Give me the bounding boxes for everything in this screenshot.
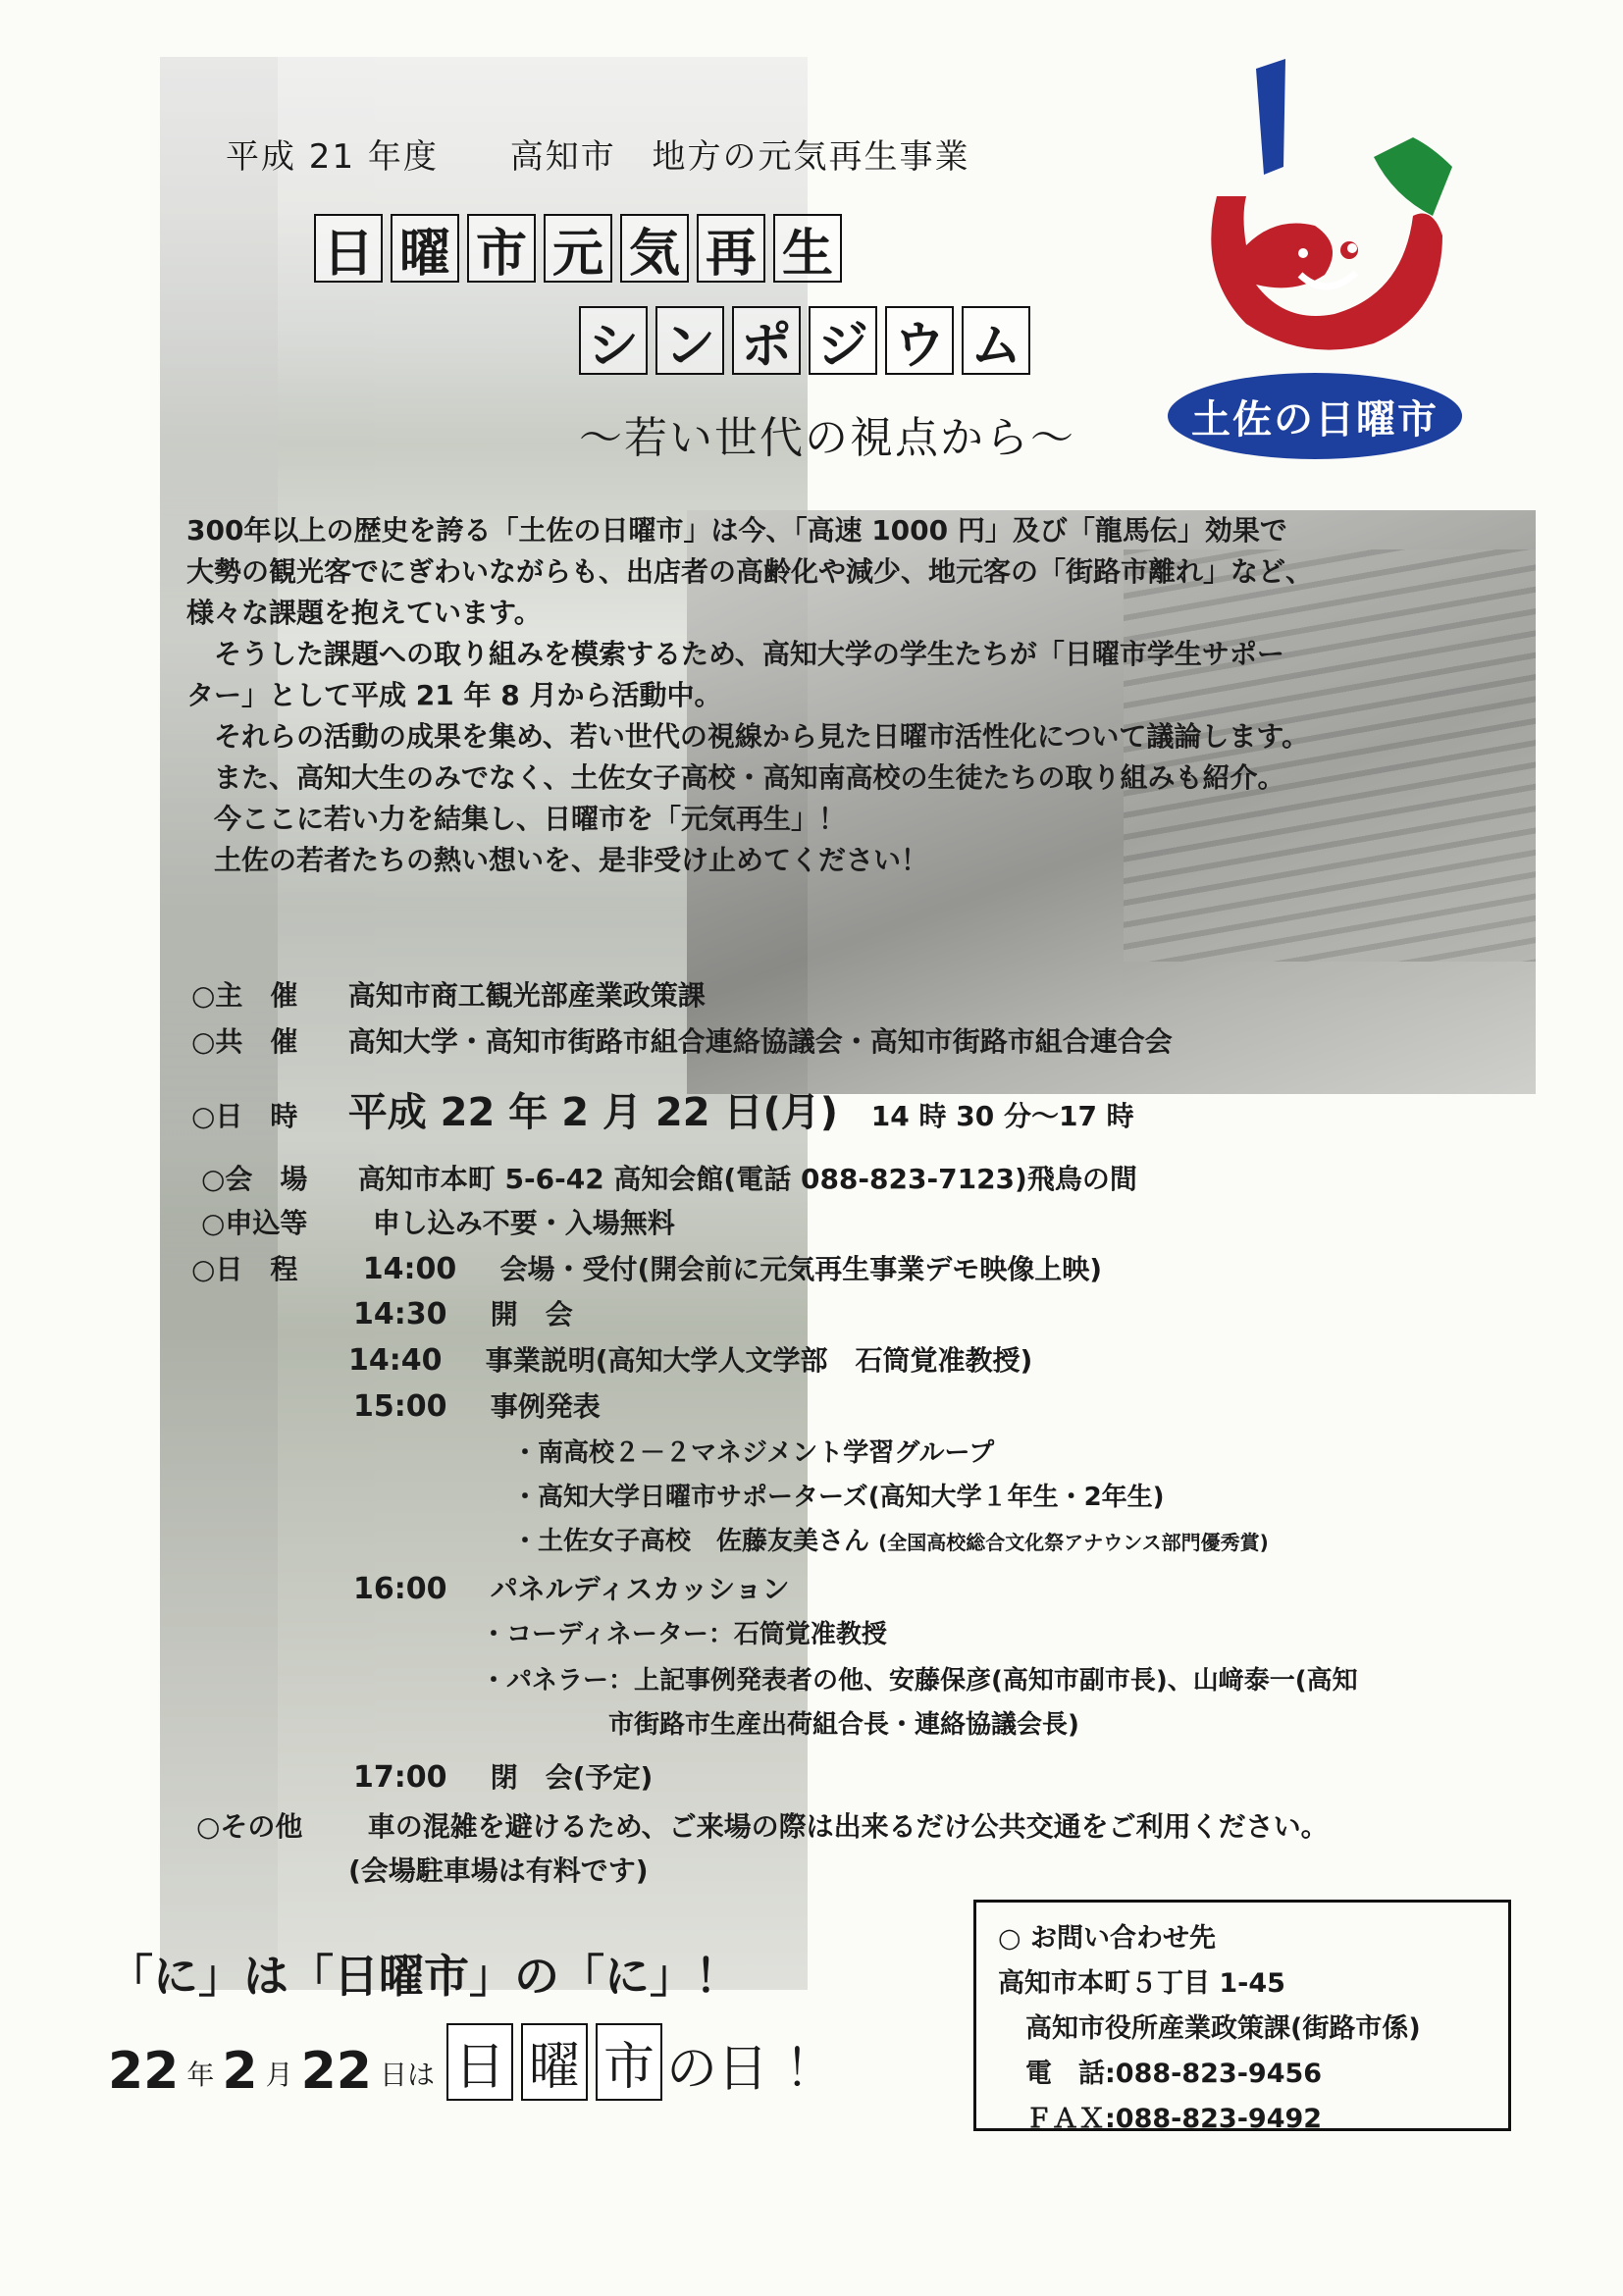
organizer-row (191, 974, 706, 1014)
intro-line: また、高知大生のみでなく、土佐女子高校・高知南高校の生徒たちの取り組みも紹介。 (214, 761, 1285, 794)
slogan-boxed-char: 日 (446, 2023, 513, 2101)
slogan-boxed-char: 市 (596, 2023, 662, 2101)
title-line-1 (314, 214, 850, 283)
schedule-row (191, 1248, 1102, 1287)
date-value: 平成 22 年 2 月 22 日(月) (347, 1090, 839, 1135)
case-item: ・南高校２－２マネジメント学習グループ (512, 1438, 995, 1468)
title-char: 市 (467, 214, 536, 283)
case-item-note: (全国高校総合文化祭アナウンス部門優秀賞) (878, 1531, 1269, 1554)
subtitle: 〜若い世代の視点から〜 (579, 413, 1075, 463)
schedule-row (353, 1568, 790, 1607)
schedule-time: 14:40 (348, 1343, 443, 1378)
schedule-text: パネルディスカッション (490, 1573, 790, 1605)
intro-line: ター」として平成 21 年 8 月から活動中。 (186, 679, 722, 711)
schedule-time: 14:00 (362, 1252, 457, 1286)
title-char: ン (655, 306, 724, 375)
title-char: ポ (732, 306, 801, 375)
title-char: ジ (809, 306, 877, 375)
schedule-text: 閉 会(予定) (490, 1761, 654, 1794)
panel-panelists: ・パネラー：上記事例発表者の他、安藤保彦(高知市副市長)、山﨑泰一(高知 (481, 1666, 1358, 1696)
title-char: 曜 (391, 214, 459, 283)
title-line-2 (579, 306, 1038, 375)
cosponsor-value: 高知大学・高知市街路市組合連絡協議会・高知市街路市組合連合会 (347, 1025, 1173, 1058)
intro-paragraph (186, 510, 1423, 881)
contact-dept: 高知市役所産業政策課(街路市係) (1025, 2013, 1421, 2044)
tagline-year: 平成 21 年度 (226, 137, 439, 177)
other-value: 車の混雑を避けるため、ご来場の際は出来るだけ公共交通をご利用ください。 (367, 1810, 1329, 1843)
organizer-label: ○主 催 (191, 979, 298, 1012)
tagline-project: 地方の元気再生事業 (652, 137, 970, 177)
apply-value: 申し込み不要・入場無料 (372, 1207, 675, 1239)
venue-label: ○会 場 (201, 1163, 308, 1195)
case-item: ・高知大学日曜市サポーターズ(高知大学１年生・2年生) (512, 1483, 1165, 1512)
other-label: ○その他 (196, 1810, 303, 1843)
title-char: シ (579, 306, 648, 375)
title-char: 再 (697, 214, 765, 283)
contact-address: 高知市本町５丁目 1-45 (998, 1968, 1285, 1999)
logo-badge: 土佐の日曜市 (1168, 373, 1462, 459)
panel-coordinator: ・コーディネーター：石筒覚准教授 (481, 1620, 887, 1649)
slogan-year-unit: 年 (186, 2059, 215, 2091)
schedule-label: ○日 程 (191, 1253, 298, 1285)
schedule-row (348, 1339, 1032, 1379)
schedule-time: 15:00 (353, 1389, 447, 1424)
schedule-text: 事例発表 (490, 1390, 601, 1423)
intro-line: そうした課題への取り組みを模索するため、高知大学の学生たちが「日曜市学生サポー (214, 638, 1284, 670)
intro-line: 土佐の若者たちの熱い想いを、是非受け止めてください！ (214, 844, 929, 876)
intro-line: 大勢の観光客でにぎわいながらも、出店者の高齢化や減少、地元客の「街路市離れ」など、 (186, 555, 1314, 588)
schedule-time: 16:00 (353, 1572, 447, 1606)
schedule-row (353, 1385, 601, 1425)
time-value: 14 時 30 分〜17 時 (870, 1100, 1134, 1132)
date-row (191, 1081, 1134, 1137)
schedule-time: 14:30 (353, 1297, 447, 1331)
cosponsor-label: ○共 催 (191, 1025, 298, 1058)
schedule-text: 事業説明(高知大学人文学部 石筒覚准教授) (485, 1344, 1033, 1377)
panel-panelists-cont: 市街路市生産出荷組合長・連絡協議会長) (608, 1710, 1079, 1740)
logo-mark-icon (1138, 49, 1492, 383)
title-char: 日 (314, 214, 383, 283)
slogan-day: 22 (300, 2042, 372, 2101)
slogan-month-unit: 月 (265, 2059, 293, 2091)
slogan-tail: の日 ！ (666, 2040, 836, 2099)
title-char: ウ (885, 306, 954, 375)
date-label: ○日 時 (191, 1100, 298, 1132)
tagline-city: 高知市 (509, 137, 616, 177)
other-note: (会場駐車場は有料です) (348, 1854, 649, 1887)
intro-line: 300年以上の歴史を誇る「土佐の日曜市」は今、「高速 1000 円」及び「龍馬伝」効果で (186, 514, 1287, 547)
schedule-text: 会場・受付(開会前に元気再生事業デモ映像上映) (499, 1253, 1103, 1285)
title-char: 生 (773, 214, 842, 283)
venue-row (201, 1158, 1137, 1197)
contact-heading: ○ お問い合わせ先 (998, 1923, 1216, 1954)
slogan-day-unit: 日は (379, 2059, 435, 2091)
organizer-value: 高知市商工観光部産業政策課 (347, 979, 706, 1012)
title-char: 気 (620, 214, 689, 283)
contact-box (973, 1900, 1511, 2134)
title-char: ム (962, 306, 1030, 375)
schedule-time: 17:00 (353, 1760, 447, 1795)
apply-label: ○申込等 (201, 1207, 308, 1239)
cosponsor-row (191, 1020, 1173, 1060)
intro-line: 今ここに若い力を結集し、日曜市を「元気再生」！ (214, 803, 847, 835)
intro-line: 様々な課題を抱えています。 (186, 597, 542, 629)
contact-fax: ＦＡＸ:088-823-9492 (1025, 2104, 1323, 2134)
slogan-year: 22 (108, 2042, 180, 2101)
contact-tel: 電 話:088-823-9456 (1025, 2059, 1323, 2089)
other-row (196, 1805, 1329, 1845)
case-item-name: ・土佐女子高校 佐藤友美さん (512, 1527, 870, 1556)
slogan-line-1: 「に」は「日曜市」の「に」！ (108, 1950, 740, 2003)
header-tagline (226, 130, 1029, 178)
case-item (512, 1521, 1269, 1557)
tosa-sunday-market-logo (1138, 49, 1492, 461)
title-char: 元 (544, 214, 612, 283)
schedule-row (353, 1293, 573, 1332)
apply-row (201, 1202, 675, 1241)
schedule-row (353, 1756, 653, 1796)
slogan-line-2 (108, 2023, 836, 2101)
slogan-month: 2 (222, 2042, 258, 2101)
schedule-text: 開 会 (490, 1298, 573, 1331)
intro-line: それらの活動の成果を集め、若い世代の視線から見た日曜市活性化について議論します。 (214, 720, 1310, 753)
slogan-boxed-char: 曜 (521, 2023, 588, 2101)
venue-value: 高知市本町 5-6-42 高知会館(電話 088-823-7123)飛鳥の間 (357, 1163, 1137, 1195)
